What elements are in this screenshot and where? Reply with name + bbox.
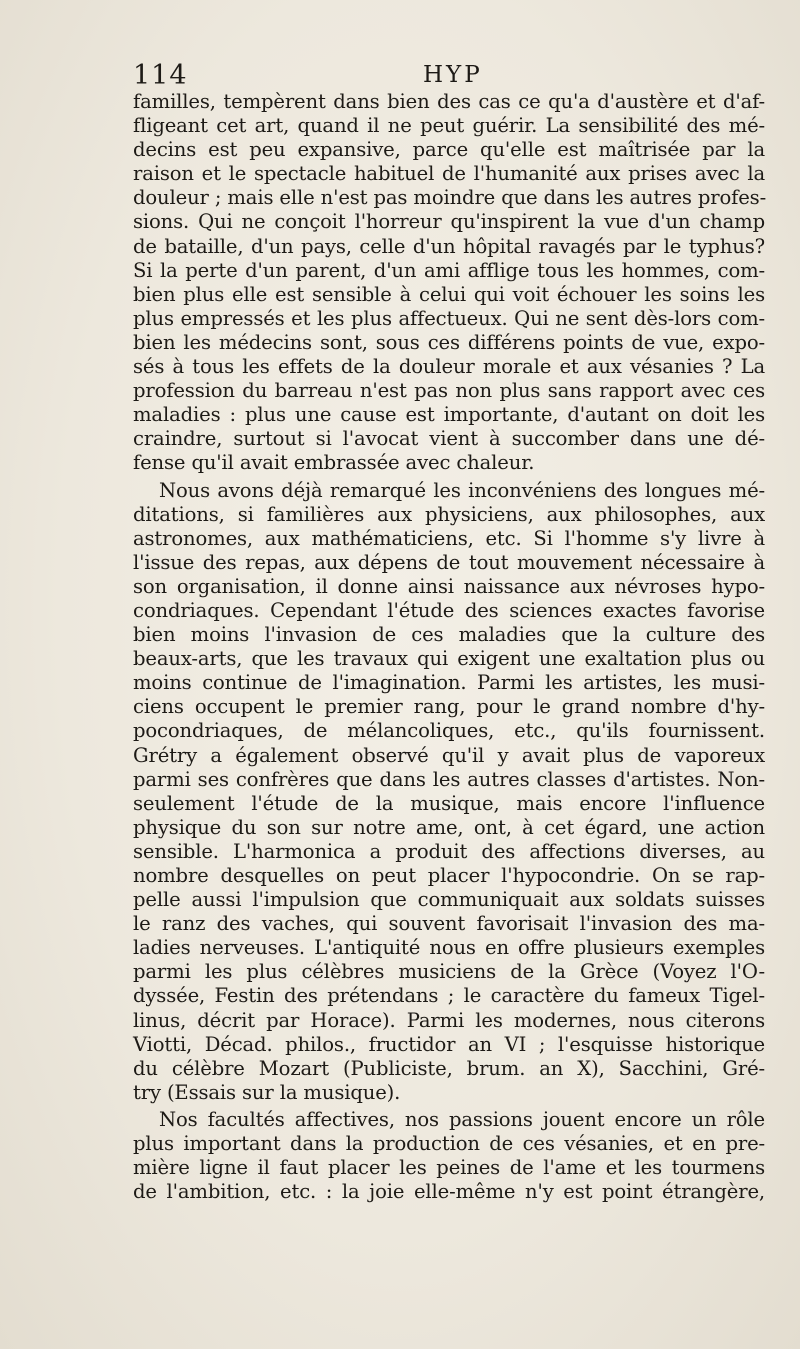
text-line: bien moins l'invasion de ces maladies que la culture des [133,623,765,647]
text-line: ciens occupent le premier rang, pour le grand nombre d'hy- [133,695,765,719]
paragraph [133,90,765,476]
paragraph [133,1108,765,1204]
text-line: sensible. L'harmonica a produit des affections diverses, au [133,839,765,863]
text-line: maladies : plus une cause est importante, d'autant on doit les [133,403,765,427]
text-line: nombre desquelles on peut placer l'hypocondrie. On se rap- [133,864,765,887]
text-line: linus, décrit par Horace). Parmi les modernes, nous citerons [133,1008,765,1032]
page-header [133,60,765,94]
text-line: sés à tous les effets de la douleur morale et aux vésanies ? La [133,355,765,379]
text-line: beaux-arts, que les travaux qui exigent une exaltation plus ou [133,647,765,671]
text-line: Nous avons déjà remarqué les inconvéniens des longues mé- [159,478,765,502]
text-line: pocondriaques, de mélancoliques, etc., qu'ils fournissent. [133,719,765,743]
paragraph [133,479,765,1105]
text-line: parmi ses confrères que dans les autres classes d'artistes. Non- [133,767,765,791]
running-head: HYP [423,62,483,88]
body-text [133,90,765,1204]
text-line: fense qu'il avait embrassée avec chaleur. [133,451,535,475]
text-line: seulement l'étude de la musique, mais encore l'influence [133,791,765,815]
text-line: pelle aussi l'impulsion que communiquait aux soldats suisses [133,888,765,912]
text-line: l'issue des repas, aux dépens de tout mouvement nécessaire à [133,550,765,574]
text-line: craindre, surtout si l'avocat vient à succomber dans une dé- [133,427,765,451]
text-line: ditations, si familières aux physiciens, aux philosophes, aux [133,502,765,526]
text-line: son organisation, il donne ainsi naissance aux névroses hypo- [133,574,765,598]
text-line: try (Essais sur la musique). [133,1080,401,1104]
text-line: bien plus elle est sensible à celui qui voit échouer les soins les [133,282,765,306]
text-line: de l'ambition, etc. : la joie elle-même n'y est point étrangère, [133,1180,765,1204]
text-line: bien les médecins sont, sous ces différens points de vue, expo- [133,330,765,354]
text-line: moins continue de l'imagination. Parmi les artistes, les musi- [133,671,765,695]
text-line: plus important dans la production de ces vésanies, et en pre- [133,1132,765,1156]
text-line: profession du barreau n'est pas non plus sans rapport avec ces [133,379,765,403]
text-line: plus empressés et les plus affectueux. Qui ne sent dès-lors com- [133,306,765,330]
text-line: sions. Qui ne conçoit l'horreur qu'inspirent la vue d'un champ [133,210,765,234]
text-line: Si la perte d'un parent, d'un ami afflige tous les hommes, com- [133,258,765,282]
text-line: physique du son sur notre ame, ont, à cet égard, une action [133,815,765,839]
page-number: 114 [133,60,188,91]
text-line: raison et le spectacle habituel de l'humanité aux prises avec la [133,162,765,186]
text-line: parmi les plus célèbres musiciens de la Grèce (Voyez l'O- [133,960,765,984]
text-line: astronomes, aux mathématiciens, etc. Si l'homme s'y livre à [133,526,765,550]
text-line: douleur ; mais elle n'est pas moindre que dans les autres profes- [133,186,767,210]
text-line: condriaques. Cependant l'étude des sciences exactes favorise [133,598,765,622]
text-line: le ranz des vaches, qui souvent favorisait l'invasion des ma- [133,912,765,936]
text-line: Viotti, Décad. philos., fructidor an VI ; l'esquisse historique [133,1032,765,1056]
text-line: fligeant cet art, quand il ne peut guérir. La sensibilité des mé- [133,114,765,138]
text-line: Nos facultés affectives, nos passions jouent encore un rôle [159,1107,765,1131]
text-line: Grétry a également observé qu'il y avait plus de vaporeux [133,743,765,767]
text-line: du célèbre Mozart (Publiciste, brum. an X), Sacchini, Gré- [133,1056,765,1080]
text-line: decins est peu expansive, parce qu'elle est maîtrisée par la [133,138,765,162]
text-line: ladies nerveuses. L'antiquité nous en offre plusieurs exemples [133,936,765,960]
text-line: dyssée, Festin des prétendans ; le caractère du fameux Tigel- [133,984,765,1008]
text-line: familles, tempèrent dans bien des cas ce qu'a d'austère et d'af- [133,90,765,113]
text-line: mière ligne il faut placer les peines de l'ame et les tourmens [133,1156,765,1180]
text-line: de bataille, d'un pays, celle d'un hôpital ravagés par le typhus? [133,234,765,258]
